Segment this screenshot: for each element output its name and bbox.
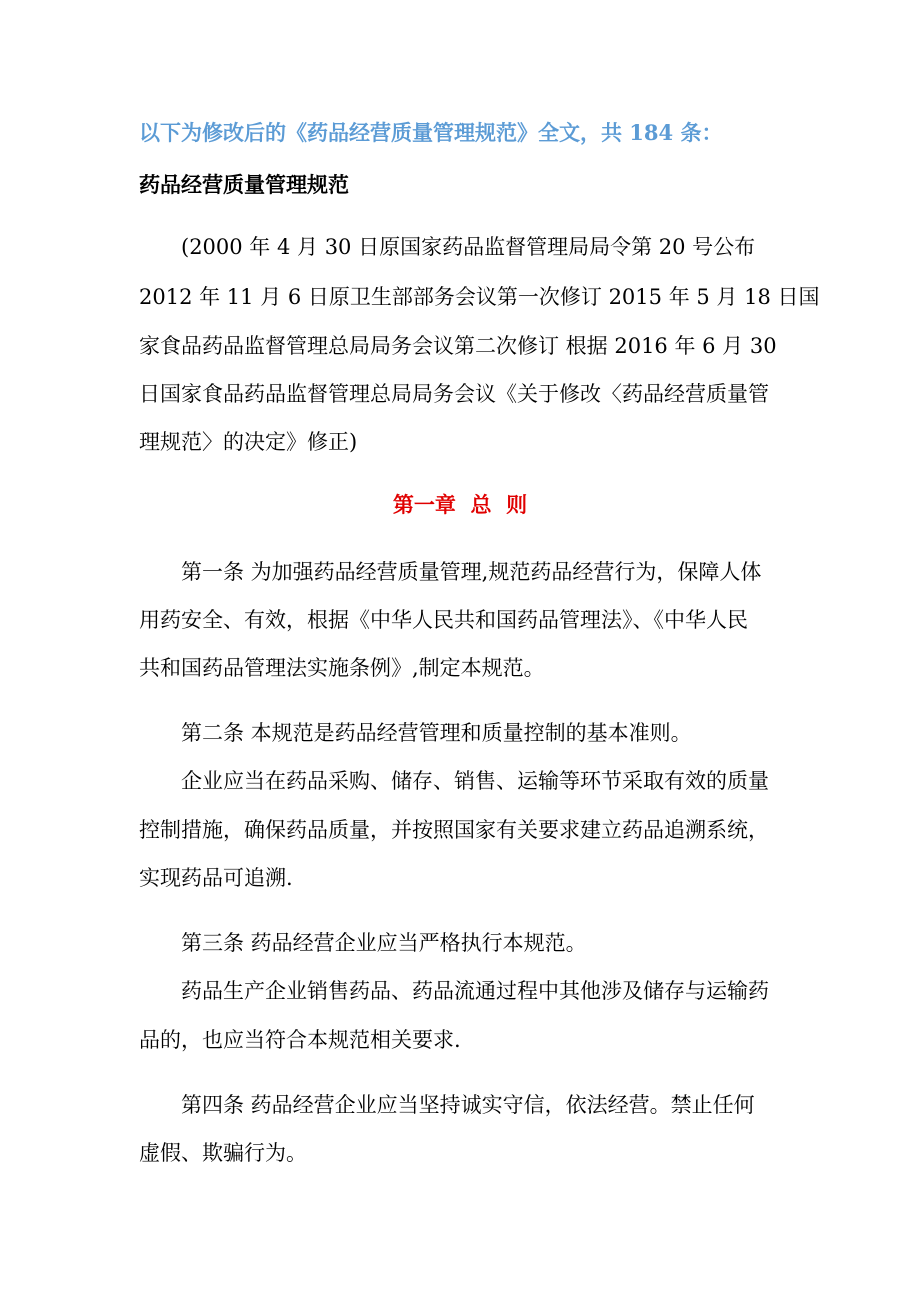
history-line: (2000 年 4 月 30 日原国家药品监督管理局局令第 20 号公布 xyxy=(181,235,756,259)
article-line: 虚假、欺骗行为。 xyxy=(139,1141,307,1165)
history-line: 家食品药品监督管理总局局务会议第二次修订 根据 2016 年 6 月 30 xyxy=(139,334,777,358)
article-line: 第四条 药品经营企业应当坚持诚实守信，依法经营。禁止任何 xyxy=(181,1093,755,1117)
article-line: 共和国药品管理法实施条例》,制定本规范。 xyxy=(139,656,545,680)
article-line: 药品生产企业销售药品、药品流通过程中其他涉及储存与运输药 xyxy=(181,979,769,1003)
history-line: 2012 年 11 月 6 日原卫生部部务会议第一次修订 2015 年 5 月 18 日国 xyxy=(139,285,820,309)
article-line: 实现药品可追溯. xyxy=(139,866,293,890)
article-line: 控制措施，确保药品质量，并按照国家有关要求建立药品追溯系统， xyxy=(139,818,769,842)
article-line: 企业应当在药品采购、储存、销售、运输等环节采取有效的质量 xyxy=(181,769,769,793)
article-line: 用药安全、有效，根据《中华人民共和国药品管理法》、《中华人民 xyxy=(139,608,748,632)
intro-line: 以下为修改后的《药品经营质量管理规范》全文，共 184 条： xyxy=(139,120,723,145)
article-line: 第三条 药品经营企业应当严格执行本规范。 xyxy=(181,931,587,955)
article-line: 品的，也应当符合本规范相关要求. xyxy=(139,1028,461,1052)
chapter-heading: 第一章 总 则 xyxy=(392,492,528,517)
document-title: 药品经营质量管理规范 xyxy=(139,172,349,197)
article-line: 第一条 为加强药品经营质量管理,规范药品经营行为，保障人体 xyxy=(181,560,762,584)
history-line: 理规范〉的决定》修正) xyxy=(139,430,358,454)
history-line: 日国家食品药品监督管理总局局务会议《关于修改〈药品经营质量管 xyxy=(139,382,769,406)
article-line: 第二条 本规范是药品经营管理和质量控制的基本准则。 xyxy=(181,721,692,745)
